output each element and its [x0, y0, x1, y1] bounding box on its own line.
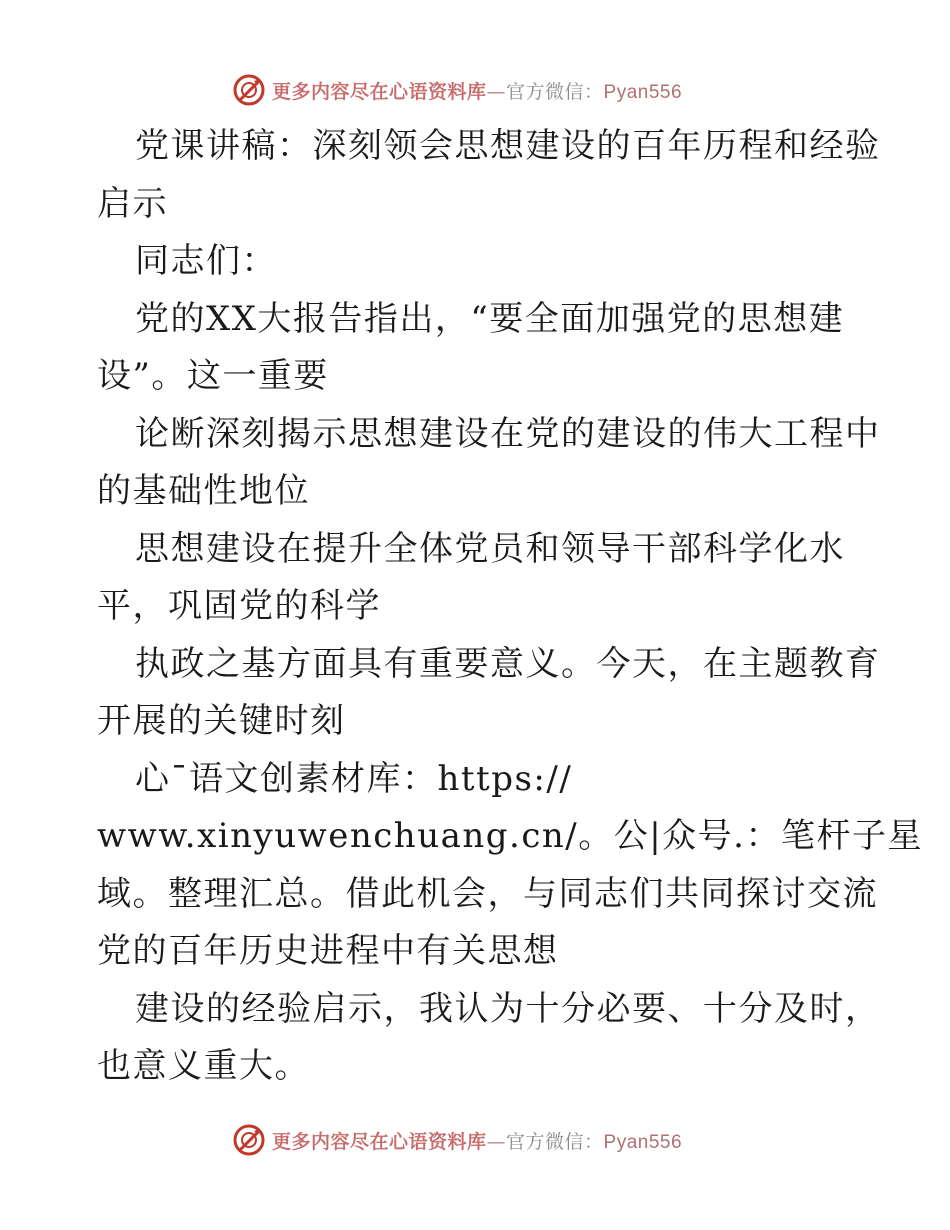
- banner-main-text: 更多内容尽在心语资料库: [272, 80, 487, 103]
- banner-dash: —: [486, 1130, 507, 1153]
- doc-line: 设”。这一重要: [97, 356, 329, 396]
- doc-line: 论断深刻揭示思想建设在党的建设的伟大工程中: [135, 413, 881, 454]
- doc-line: 的基础性地位: [97, 471, 310, 511]
- doc-line: 心¯语文创素材库：https://: [135, 758, 573, 799]
- document-body: [97, 118, 923, 1096]
- banner-dash: —: [486, 80, 507, 103]
- doc-line-salutation: 同志们：: [135, 241, 277, 281]
- doc-line: 平，巩固党的科学: [97, 586, 381, 626]
- footer-watermark-banner: [232, 1120, 682, 1160]
- brand-logo-icon: [232, 1123, 266, 1157]
- doc-line-title-cont: 启示: [97, 183, 168, 224]
- doc-line: www.xinyuwenchuang.cn/。公|众号.：笔杆子星: [97, 816, 923, 856]
- banner-text: [272, 1127, 682, 1154]
- banner-wechat-id: Pyan556: [603, 81, 683, 103]
- doc-line: 党的XX大报告指出，“要全面加强党的思想建: [135, 298, 845, 339]
- doc-line: 执政之基方面具有重要意义。今天，在主题教育: [135, 643, 881, 684]
- doc-line: 开展的关键时刻: [97, 701, 346, 741]
- doc-line: 党的百年历史进程中有关思想: [97, 931, 559, 971]
- doc-line-title: 党课讲稿：深刻领会思想建设的百年历程和经验: [135, 126, 881, 166]
- header-watermark-banner: [232, 70, 682, 110]
- brand-logo-icon: [232, 73, 266, 107]
- doc-line: 思想建设在提升全体党员和领导干部科学化水: [135, 528, 845, 569]
- doc-line: 域。整理汇总。借此机会，与同志们共同探讨交流: [97, 873, 878, 914]
- banner-main-text: 更多内容尽在心语资料库: [272, 1130, 487, 1153]
- doc-line: 建设的经验启示，我认为十分必要、十分及时，: [135, 988, 881, 1029]
- banner-official-label: 官方微信：: [506, 1130, 604, 1153]
- banner-wechat-id: Pyan556: [603, 1131, 683, 1153]
- banner-text: [272, 77, 682, 104]
- banner-official-label: 官方微信：: [506, 80, 604, 103]
- doc-line: 也意义重大。: [97, 1046, 310, 1086]
